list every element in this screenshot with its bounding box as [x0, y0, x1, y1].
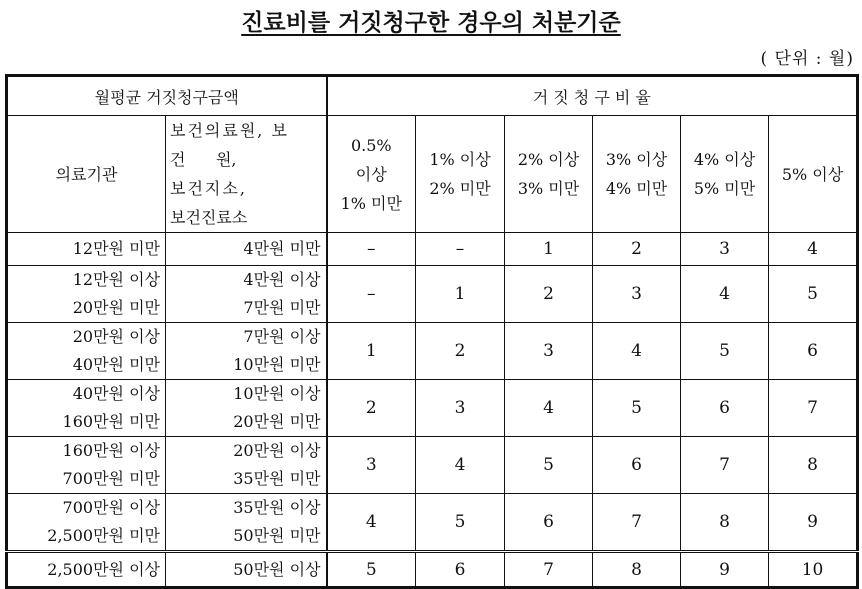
health-amount-cell: 50만원 이상 — [166, 552, 327, 588]
penalty-months-cell: – — [327, 233, 416, 266]
penalty-months-cell: 9 — [681, 552, 769, 588]
penalty-months-cell: 4 — [769, 233, 858, 266]
penalty-months-cell: 3 — [681, 233, 769, 266]
penalty-months-cell: 6 — [769, 323, 858, 380]
health-amount-cell: 7만원 이상 10만원 미만 — [166, 323, 327, 380]
penalty-months-cell: 1 — [505, 233, 593, 266]
penalty-months-cell: 4 — [505, 380, 593, 437]
ratio-group-header: 거 짓 청 구 비 율 — [327, 76, 858, 116]
ratio-col-5: 5% 이상 — [769, 116, 858, 233]
health-amount-cell: 35만원 이상 50만원 미만 — [166, 494, 327, 552]
ratio-col-3: 3% 이상 4% 미만 — [593, 116, 681, 233]
penalty-months-cell: 4 — [681, 266, 769, 323]
penalty-months-cell: 6 — [681, 380, 769, 437]
penalty-months-cell: 5 — [505, 437, 593, 494]
health-amount-cell: 4만원 이상 7만원 미만 — [166, 266, 327, 323]
penalty-months-cell: 2 — [327, 380, 416, 437]
unit-label: ( 단위 : 월) — [760, 49, 854, 69]
penalty-months-cell: 7 — [769, 380, 858, 437]
health-amount-cell: 4만원 미만 — [166, 233, 327, 266]
table-row — [7, 380, 858, 437]
penalty-months-cell: 8 — [681, 494, 769, 552]
hospital-amount-cell: 2,500만원 이상 — [7, 552, 166, 588]
penalty-months-cell: 2 — [505, 266, 593, 323]
penalty-months-cell: 3 — [505, 323, 593, 380]
penalty-months-cell: 7 — [593, 494, 681, 552]
ratio-col-0: 0.5% 이상 1% 미만 — [327, 116, 416, 233]
penalty-months-cell: 5 — [681, 323, 769, 380]
penalty-months-cell: 7 — [681, 437, 769, 494]
penalty-months-cell: 9 — [769, 494, 858, 552]
ratio-col-4: 4% 이상 5% 미만 — [681, 116, 769, 233]
health-col-header: 보건의료원, 보 건 원, 보건지소, 보건진료소 — [166, 116, 327, 233]
hospital-amount-cell: 40만원 이상 160만원 미만 — [7, 380, 166, 437]
table-row — [7, 233, 858, 266]
penalty-months-cell: 6 — [505, 494, 593, 552]
penalty-months-cell: 3 — [416, 380, 505, 437]
penalty-months-cell: 1 — [416, 266, 505, 323]
header-row-1 — [7, 76, 858, 116]
penalty-months-cell: 5 — [769, 266, 858, 323]
penalty-months-cell: – — [416, 233, 505, 266]
penalty-months-cell: 6 — [593, 437, 681, 494]
table-row — [7, 552, 858, 588]
table-row — [7, 266, 858, 323]
hospital-amount-cell: 12만원 미만 — [7, 233, 166, 266]
hospital-amount-cell: 12만원 이상 20만원 미만 — [7, 266, 166, 323]
penalty-months-cell: 8 — [769, 437, 858, 494]
penalty-months-cell: 2 — [593, 233, 681, 266]
penalty-months-cell: 5 — [416, 494, 505, 552]
penalty-months-cell: – — [327, 266, 416, 323]
amount-group-header: 월평균 거짓청구금액 — [7, 76, 327, 116]
ratio-col-1: 1% 이상 2% 미만 — [416, 116, 505, 233]
health-amount-cell: 20만원 이상 35만원 미만 — [166, 437, 327, 494]
page-title: 진료비를 거짓청구한 경우의 처분기준 — [241, 10, 621, 36]
penalty-months-cell: 4 — [327, 494, 416, 552]
penalty-months-cell: 10 — [769, 552, 858, 588]
penalty-months-cell: 7 — [505, 552, 593, 588]
penalty-table — [5, 74, 859, 589]
hospital-amount-cell: 20만원 이상 40만원 미만 — [7, 323, 166, 380]
ratio-col-2: 2% 이상 3% 미만 — [505, 116, 593, 233]
hospital-col-header: 의료기관 — [7, 116, 166, 233]
penalty-months-cell: 5 — [327, 552, 416, 588]
header-row-2 — [7, 116, 858, 233]
penalty-months-cell: 3 — [327, 437, 416, 494]
penalty-months-cell: 2 — [416, 323, 505, 380]
table-row — [7, 323, 858, 380]
health-amount-cell: 10만원 이상 20만원 미만 — [166, 380, 327, 437]
hospital-amount-cell: 700만원 이상 2,500만원 미만 — [7, 494, 166, 552]
penalty-months-cell: 4 — [593, 323, 681, 380]
penalty-months-cell: 5 — [593, 380, 681, 437]
hospital-amount-cell: 160만원 이상 700만원 미만 — [7, 437, 166, 494]
penalty-months-cell: 8 — [593, 552, 681, 588]
penalty-months-cell: 4 — [416, 437, 505, 494]
table-row — [7, 437, 858, 494]
table-row — [7, 494, 858, 552]
penalty-months-cell: 1 — [327, 323, 416, 380]
penalty-months-cell: 6 — [416, 552, 505, 588]
penalty-months-cell: 3 — [593, 266, 681, 323]
